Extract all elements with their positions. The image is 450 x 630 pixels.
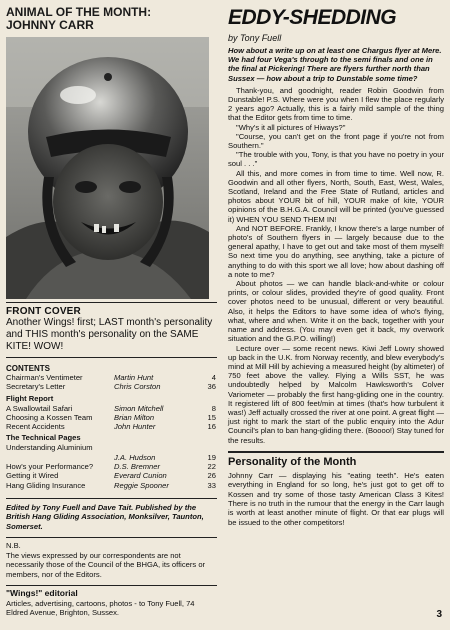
- flight-report-heading: Flight Report: [6, 393, 54, 403]
- contents-row: [6, 373, 217, 382]
- contents-page: 26: [207, 471, 216, 481]
- front-cover-text: Another Wings! first; LAST month's personality and THIS month's personality on the SAME KITE! WOW!: [6, 317, 213, 352]
- contents-author: Simon Mitchell: [114, 403, 164, 413]
- nb-heading: N.B.: [6, 541, 21, 551]
- contents-page: 16: [207, 422, 216, 432]
- article-paragraph: "The trouble with you, Tony, is that you have no poetry in your soul . . .": [228, 150, 444, 169]
- contents-page: 22: [207, 462, 216, 472]
- contents-title: [6, 453, 114, 462]
- contents-page: 15: [207, 412, 216, 422]
- article-paragraph: "Why's it all pictures of Hiways?": [236, 122, 346, 132]
- editorial-heading: "Wings!" editorial: [6, 588, 78, 599]
- article-intro: How about a write up on at least one Chargus flyer at Mere. We had four Vega's through to the semi finals and one in the final at Pickering! There are flyers further north than Sussex — how about a trip to Dunstable some time?: [228, 46, 442, 83]
- contents-row: [6, 471, 217, 480]
- contents-title: Chairman's Ventimeter: [6, 373, 83, 382]
- contents-title: Understanding Aluminium: [6, 443, 93, 453]
- contents-title: Choosing a Kossen Team: [6, 412, 93, 422]
- contents-row: [6, 481, 217, 490]
- contents-author: Everard Cunion: [114, 471, 167, 481]
- editor-credits: Edited by Tony Fuell and Dave Tait. Published by the British Hang Gliding Association, Monksilver, Taunton, Somerset.: [6, 498, 217, 532]
- editorial-text: Articles, advertising, cartoons, photos - to Tony Fuell, 74 Eldred Avenue, Brighton, Sussex.: [6, 598, 195, 618]
- article-paragraph: And NOT BEFORE. Frankly, I know there's a large number of photo's of Southern flyers in — largely because due to the general apathy, I have to get out and take most of them myself! So next time you do anything, see anything, take a picture of anything to do with this sport we all love; how about dashing off a note to me?: [228, 223, 444, 279]
- article-paragraph: All this, and more comes in from time to time. Well now, R. Goodwin and all other flyers, North, South, East, West, Wales, Scotland, Ireland and the Free State of Rutland, articles and photos about YOUR bit of hill, YOUR make of kite, YOUR opinions of the B.H.G.A. Council will be printed (you've guessed it) WHEN YOU SEND THEM IN!: [228, 168, 444, 224]
- contents-title: Secretary's Letter: [6, 382, 66, 392]
- contents-page: 8: [211, 403, 216, 413]
- helmet-portrait-image: [6, 37, 209, 299]
- contents-row: [6, 453, 217, 462]
- contents-row: [6, 422, 217, 431]
- contents-page: 4: [211, 373, 216, 382]
- contents-title: Recent Accidents: [6, 422, 65, 432]
- contents-title: Hang Gliding Insurance: [6, 480, 86, 490]
- cover-photo: [6, 37, 209, 299]
- article-paragraph: "Course, you can't get on the front page if you're not from Southern.": [228, 131, 444, 151]
- editorial-box: [6, 585, 217, 618]
- contents-row: [6, 462, 217, 471]
- contents-page: 33: [207, 480, 216, 490]
- animal-of-month-heading: [6, 6, 217, 32]
- technical-pages-heading: The Technical Pages: [6, 433, 81, 443]
- article-paragraph: Thank-you, and goodnight, reader Robin Goodwin from Dunstable! P.S. Where were you when I flew the place regularly 2 years ago? Actually, this is a fairly mild sample of the thing that the Editor gets from time to time.: [228, 85, 444, 123]
- right-column: [228, 0, 444, 527]
- contents-page: 36: [207, 382, 216, 392]
- contents-author: Martin Hunt: [114, 373, 154, 382]
- personality-text: Johnny Carr — displaying his "eating teeth". He's eaten everything in England for so long, he's just got to get off to Kossen and try some of those tasty American Class 3 Kites! There is no truth in the rumour that the energy in the Carr laugh is worth at least another minute of flight. Or that ear plugs will be issued to the other competitors!: [228, 470, 444, 527]
- contents-author: John Hunter: [114, 422, 156, 432]
- article-byline: by Tony Fuell: [228, 33, 282, 43]
- left-column: [6, 0, 217, 618]
- nb-text: The views expressed by our correspondents are not necessarily those of the Council of the BHGA, its officers or members, nor of the Editors.: [6, 550, 206, 579]
- personality-box: [228, 451, 444, 527]
- article-paragraph: About photos — we can handle black-and-white or colour prints, or colour slides, provided they're of good quality. Front cover photos need to be unusual, different or very beautiful. Also, it helps the Editors to have some idea of who's flying, what, where and when. Write it on the back, together with your name and address. (You may even get it back, my overwork situation and the G.P.O. willing!): [228, 279, 444, 344]
- aotm-line-2: JOHNNY CARR: [6, 18, 94, 32]
- contents-author: Chris Corston: [114, 382, 161, 392]
- aotm-line-1: ANIMAL OF THE MONTH:: [6, 5, 152, 19]
- contents-title: How's your Performance?: [6, 462, 94, 472]
- contents-section: [6, 364, 217, 490]
- article-paragraph: Lecture over — some recent news. Kiwi Jeff Lowry showed up back in the U.K. from Norway recently, and blew everybody's mind at Mill Hill by achieving a measured height (by altimeter) of 750 feet above the valley. Flying a Wills SST, he was undoubtedly helped by Malcolm Hawksworth's Colver Variometer — probably the first hang-gliding one in the country. It registered lift of 800 feet/min at times (that's how turbulent it was!) Jeff actually crossed the river at one point. A great flight — just right to mark the start of the public enquiry into the Adur Council's plan to ban hang-gliding there. (Boooo!) Stay tuned for the results.: [228, 343, 444, 445]
- page-number: 3: [436, 609, 442, 620]
- personality-heading: Personality of the Month: [228, 455, 357, 468]
- contents-row: [6, 404, 217, 413]
- contents-page: 19: [207, 452, 216, 462]
- contents-author: Reggie Spooner: [114, 480, 169, 490]
- contents-heading: CONTENTS: [6, 364, 50, 373]
- contents-author: J.A. Hudson: [114, 452, 156, 462]
- contents-author: Brian Milton: [114, 412, 155, 422]
- contents-author: D.S. Bremner: [114, 462, 160, 472]
- contents-title: Getting it Wired: [6, 471, 59, 481]
- contents-row: [6, 382, 217, 391]
- front-cover-heading: FRONT COVER: [6, 306, 81, 317]
- contents-row: [6, 413, 217, 422]
- contents-row: [6, 443, 217, 452]
- front-cover-box: [6, 302, 217, 358]
- contents-title: A Swallowtail Safari: [6, 403, 73, 413]
- nb-box: [6, 537, 217, 579]
- article-title: EDDY-SHEDDING: [228, 6, 397, 29]
